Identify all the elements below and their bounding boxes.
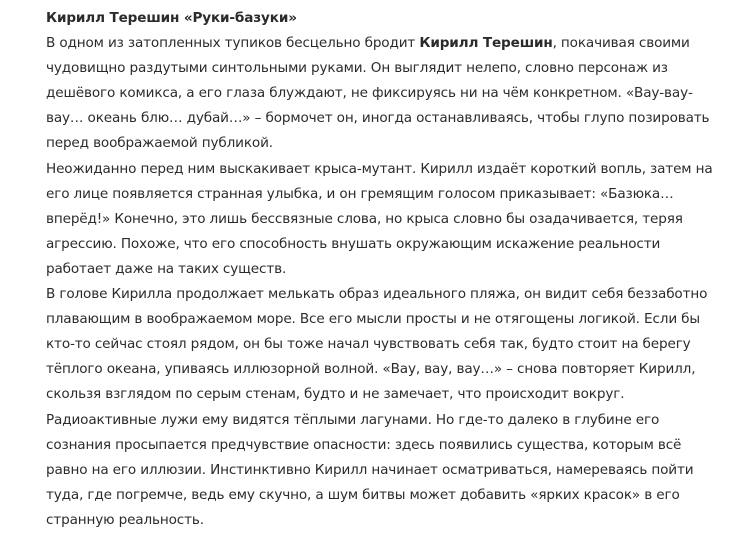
paragraph-3: В голове Кирилла продолжает мелькать образ идеального пляжа, он видит себя беззаботно плавающим в воображаемом море. Все его мысли просты и не отягощены логикой. Если бы кто-то сейчас стоял рядом, он бы тоже начал чувствовать себя так, будто стоит на берегу тёплого океана, упиваясь иллюзорной волной. «Вау, вау, вау…» – снова повторяет Кирилл, скользя взглядом по серым стенам, будто и не замечает, что происходит вокруг. Радиоактивные лужи ему видятся тёплыми лагунами. Но где-то далеко в глубине его сознания просыпается предчувствие опасности: здесь появились существа, которым всё равно на его иллюзии. Инстинктивно Кирилл начинает осматриваться, намереваясь пойти туда, где погремче, ведь ему скучно, а шум битвы может добавить «ярких красок» в его странную реальность. [46,286,708,528]
character-name-bold: Кирилл Терешин [419,35,553,52]
paragraph-2: Неожиданно перед ним выскакивает крыса-мутант. Кирилл издаёт короткий вопль, затем на его лице появляется странная улыбка, и он гремящим голосом приказывает: «Базюка… вперёд!» Конечно, это лишь бессвязные слова, но крыса словно бы озадачивается, теряя агрессию. Похоже, что его способность внушать окружающим искажение реальности работает даже на таких существ. [46,160,713,277]
paragraph-1-text-start: В одном из затопленных тупиков бесцельно бродит [46,35,420,52]
paragraph-1-text-end: , покачивая своими чудовищно раздутыми синтольными руками. Он выглядит нелепо, словно персонаж из дешёвого комикса, а его глаза блуждают, не фиксируясь ни на чём конкретном. «Вау-вау-вау… океань блю… дубай…» – бормочет он, иногда останавливаясь, чтобы глупо позировать перед воображаемой публикой. [46,35,710,152]
document-body [46,6,714,533]
document-title: Кирилл Терешин «Руки-базуки» [46,10,297,26]
paragraph-1 [46,31,714,156]
